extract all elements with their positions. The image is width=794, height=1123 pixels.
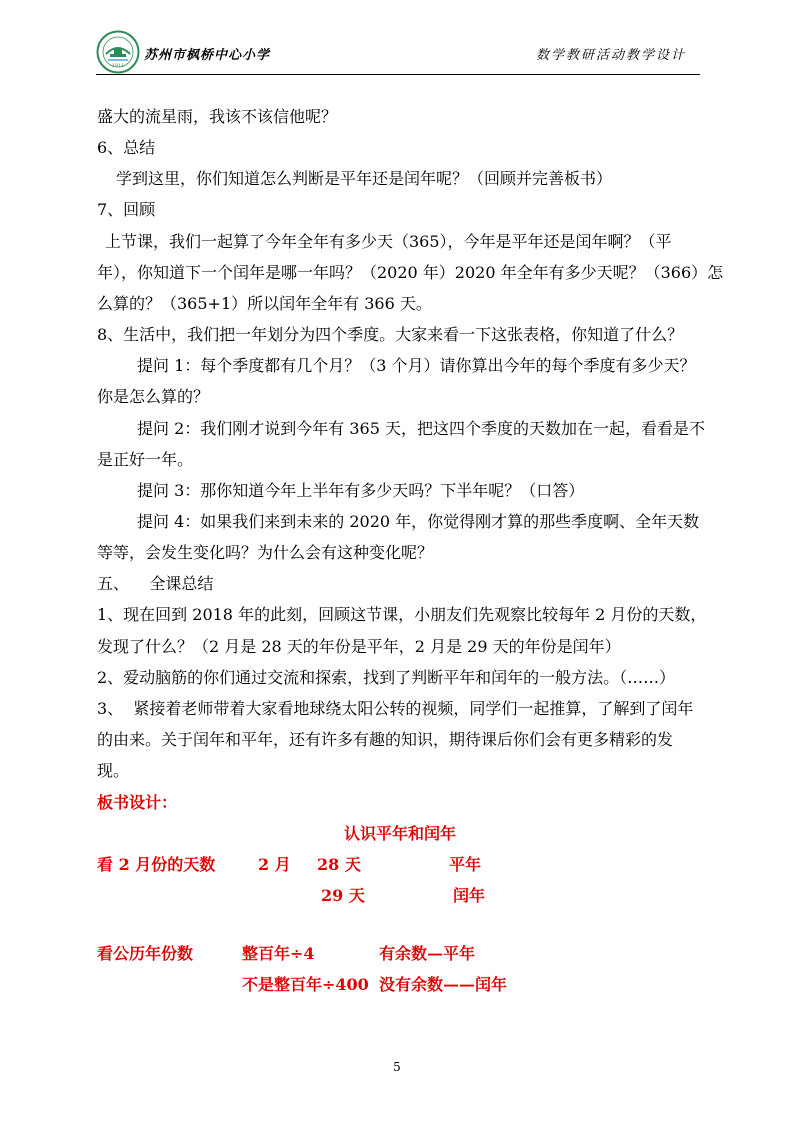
header-divider	[96, 74, 700, 75]
board-row2-rule-b: 不是整百年÷400	[242, 975, 369, 994]
body-line: 上节课，我们一起算了今年全年有多少天（365），今年是平年还是闰年啊？（平	[105, 232, 672, 251]
question-line: 提问 4：如果我们来到未来的 2020 年，你觉得刚才算的那些季度啊、全年天数	[137, 512, 700, 531]
section-heading: 7、回顾	[97, 200, 156, 219]
body-line: 你是怎么算的？	[97, 387, 210, 406]
body-line: 是正好一年。	[97, 450, 194, 469]
board-row1-result-a: 平年	[449, 855, 482, 874]
board-row1-days-b: 29 天	[321, 886, 365, 905]
board-row1-days-a: 28 天	[317, 855, 361, 874]
board-row2-result-b: 没有余数——闰年	[379, 975, 508, 994]
board-row2-rule-a: 整百年÷4	[242, 944, 315, 963]
body-line: 学到这里，你们知道怎么判断是平年还是闰年呢？（回顾并完善板书）	[116, 169, 613, 188]
page-header	[96, 30, 700, 74]
svg-text:1911: 1911	[111, 63, 125, 69]
body-line: 的由来。关于闰年和平年，还有许多有趣的知识，期待课后你们会有更多精彩的发	[97, 730, 674, 749]
board-row1-result-b: 闰年	[453, 886, 486, 905]
body-line: 么算的？（365+1）所以闰年全年有 366 天。	[97, 294, 432, 313]
board-row1-month: 2 月	[258, 855, 291, 874]
body-line: 发现了什么？（2 月是 28 天的年份是平年，2 月是 29 天的年份是闰年）	[97, 637, 621, 656]
body-line: 1、现在回到 2018 年的此刻，回顾这节课，小朋友们先观察比较每年 2 月份的天数，	[97, 605, 707, 624]
school-logo-icon	[96, 30, 140, 74]
section-heading: 五、 全课总结	[97, 574, 214, 593]
section-heading: 8、生活中，我们把一年划分为四个季度。大家来看一下这张表格，你知道了什么？	[97, 325, 684, 344]
page-number: 5	[393, 1060, 401, 1074]
body-line: 3、 紧接着老师带着大家看地球绕太阳公转的视频，同学们一起推算，了解到了闰年	[97, 699, 694, 718]
body-line: 现。	[97, 761, 130, 780]
body-line: 盛大的流星雨，我该不该信他呢？	[97, 107, 338, 126]
school-name: 苏州市枫桥中心小学	[144, 48, 271, 63]
header-subtitle: 数学教研活动教学设计	[535, 48, 686, 63]
board-row2-result-a: 有余数—平年	[379, 944, 476, 963]
board-row1-label: 看 2 月份的天数	[97, 855, 216, 874]
question-line: 提问 3：那你知道今年上半年有多少天吗？下半年呢？（口答）	[137, 481, 585, 500]
question-line: 提问 1：每个季度都有几个月？（3 个月）请你算出今年的每个季度有多少天？	[137, 356, 696, 375]
body-line: 等等，会发生变化吗？为什么会有这种变化呢？	[97, 543, 434, 562]
board-row2-label: 看公历年份数	[97, 944, 194, 963]
board-title: 认识平年和闰年	[344, 824, 457, 843]
body-line: 2、爱动脑筋的你们通过交流和探索，找到了判断平年和闰年的一般方法。（……）	[97, 668, 676, 687]
question-line: 提问 2：我们刚才说到今年有 365 天，把这四个季度的天数加在一起，看看是不	[137, 419, 705, 438]
section-heading: 6、总结	[97, 138, 156, 157]
body-line: 年），你知道下一个闰年是哪一年吗？（2020 年）2020 年全年有多少天呢？（366）怎	[97, 263, 724, 282]
board-heading: 板书设计：	[97, 793, 178, 812]
